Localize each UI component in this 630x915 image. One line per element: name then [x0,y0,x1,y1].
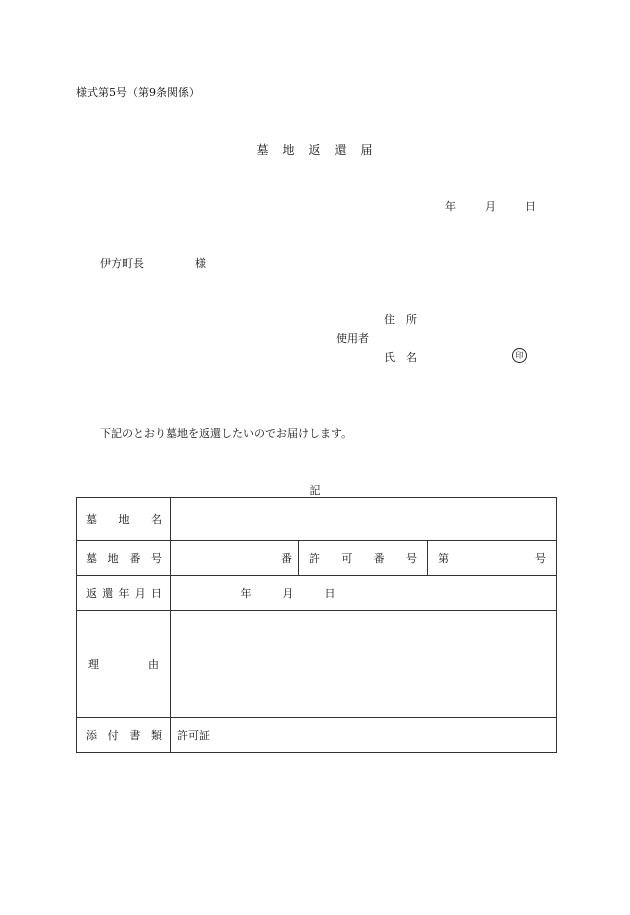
date-month: 月 [485,200,496,213]
name-label: 氏 名 [384,351,417,364]
cemetery-number-label-text: 墓 地 番 号 [86,552,162,565]
cemetery-number-value[interactable] [171,541,299,576]
addressee-honorific: 様 [195,257,206,270]
seal-mark: 印 [512,348,527,363]
dai-prefix: 第 [438,552,449,565]
return-date-label [77,576,171,611]
document-title: 墓 地 返 還 届 [256,143,374,157]
row-cemetery-number [77,541,557,576]
row-attachments [77,718,557,753]
row-return-date [77,576,557,611]
addressee-name: 伊方町長 [100,257,144,270]
return-day: 日 [324,587,336,600]
body-text: 下記のとおり墓地を返還したいのでお届けします。 [100,427,353,440]
cemetery-name-label: 墓 地 名 [86,513,162,526]
ki-heading: 記 [309,484,321,497]
cemetery-name-value[interactable] [171,498,557,541]
row-cemetery-name [77,498,557,541]
return-date-value[interactable] [171,576,557,611]
return-year: 年 [240,587,252,600]
attachments-value[interactable]: 許可証 [171,718,557,753]
date-line [445,198,536,214]
date-day: 日 [525,200,536,213]
go-suffix: 号 [535,552,547,565]
reason-value[interactable] [171,611,557,718]
reason-label-text: 理 由 [88,658,159,671]
return-date-label-text: 返 還 年 月 日 [86,587,162,600]
attachments-label [77,718,171,753]
reason-label [77,611,171,718]
permit-number-value[interactable] [428,541,557,576]
form-number: 様式第5号（第9条関係） [76,86,200,99]
cemetery-name-label-cell [77,498,171,541]
attachments-label-text: 添 付 書 類 [86,729,162,742]
return-month: 月 [282,587,294,600]
date-year: 年 [445,200,456,213]
user-label: 使用者 [336,332,369,345]
return-form-table [76,497,557,753]
permit-number-label-text: 許 可 番 号 [309,552,417,565]
address-label: 住 所 [384,313,417,326]
row-reason [77,611,557,718]
cemetery-number-label [77,541,171,576]
permit-number-label [299,541,428,576]
ban-suffix: 番 [281,552,292,565]
